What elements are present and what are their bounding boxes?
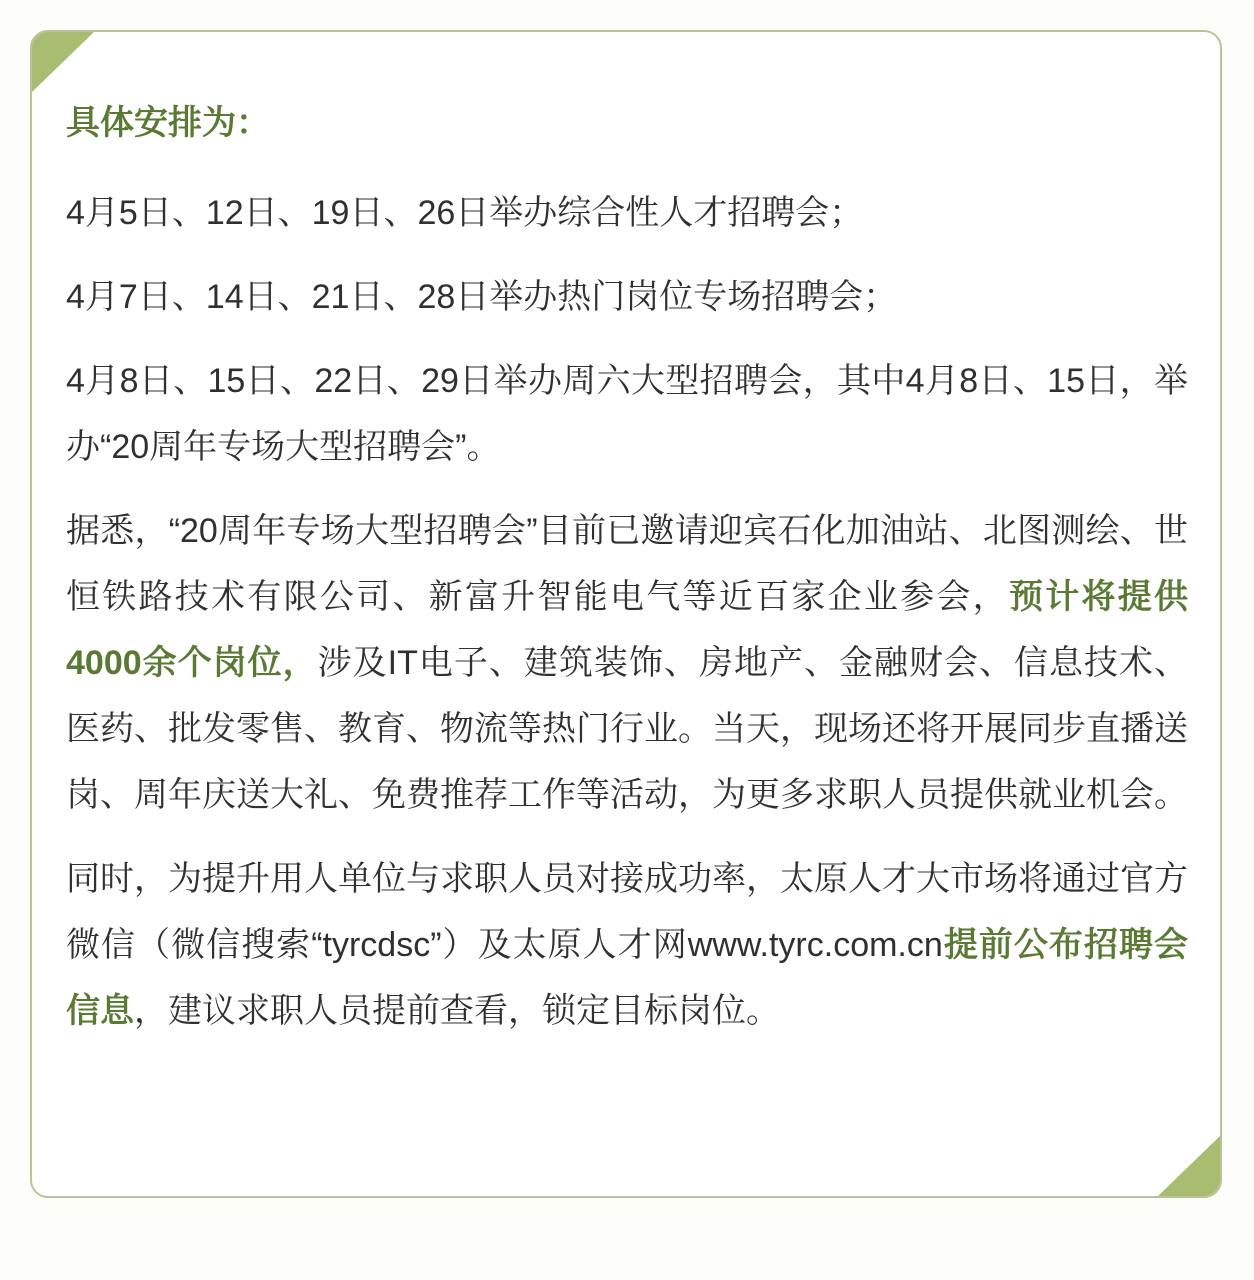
notice-channels-highlight-advance-release: 提前公布招聘会信息 bbox=[66, 926, 1189, 1030]
event-details-text-pre: 据悉，“20周年专场大型招聘会”目前已邀请迎宾石化加油站、北图测绘、世恒铁路技术有限公司、新富升智能电气等近百家企业参会， bbox=[66, 512, 1188, 616]
schedule-line-comprehensive: 4月5日、12日、19日、26日举办综合性人才招聘会； bbox=[66, 194, 864, 232]
notice-channels-text-pre: 同时，为提升用人单位与求职人员对接成功率，太原人才大市场将通过官方微信（微信搜索“tyrcdsc”）及太原人才网www.tyrc.com.cn bbox=[66, 860, 1188, 964]
schedule-line-hot-positions: 4月7日、14日、21日、28日举办热门岗位专场招聘会； bbox=[66, 278, 898, 316]
schedule-line-saturday: 4月8日、15日、22日、29日举办周六大型招聘会，其中4月8日、15日，举办“20周年专场大型招聘会”。 bbox=[66, 362, 1188, 466]
event-details-text-post: 涉及IT电子、建筑装饰、房地产、金融财会、信息技术、医药、批发零售、教育、物流等热门行业。当天，现场还将开展同步直播送岗、周年庆送大礼、免费推荐工作等活动，为更多求职人员提供就业机会。 bbox=[66, 644, 1188, 814]
article-body bbox=[32, 32, 1220, 1102]
notice-channels-text-post: ，建议求职人员提前查看，锁定目标岗位。 bbox=[134, 992, 780, 1030]
article-heading: 具体安排为： bbox=[66, 104, 270, 142]
paragraph-event-details bbox=[66, 498, 1188, 828]
event-details-highlight-jobs-count: 预计将提供4000余个岗位， bbox=[66, 578, 1189, 682]
article-card bbox=[30, 30, 1222, 1198]
corner-fold-bottom-right-decoration bbox=[1158, 1136, 1220, 1196]
paragraph-notice-channels bbox=[66, 846, 1188, 1044]
